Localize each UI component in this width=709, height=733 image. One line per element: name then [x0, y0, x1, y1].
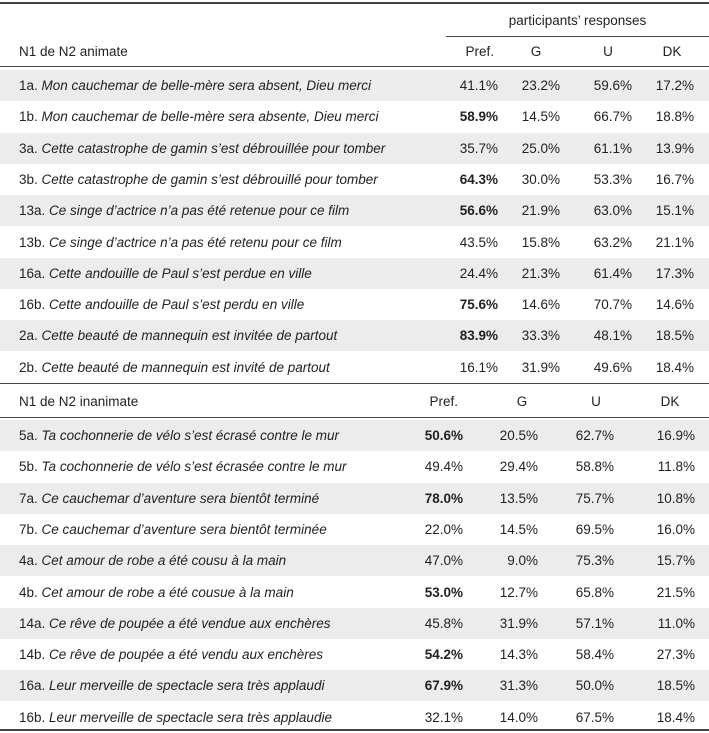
col-pref: Pref. — [465, 43, 494, 59]
cell-dk: 16.7% — [655, 171, 694, 187]
item-id: 2b. — [19, 359, 38, 375]
s2-col-g: G — [516, 393, 528, 409]
example-sentence: Mon cauchemar de belle-mère sera absent, Dieu merci — [41, 78, 371, 93]
cell-u: 63.2% — [593, 234, 632, 250]
cell-pref: 50.6% — [424, 428, 463, 443]
cell-u: 61.4% — [593, 265, 632, 281]
cell-pref: 47.0% — [424, 553, 463, 569]
example-sentence: Ce rêve de poupée a été vendu aux enchères — [49, 647, 323, 663]
row-label — [19, 289, 304, 320]
cell-dk: 13.9% — [655, 140, 694, 156]
s2-col-u: U — [591, 393, 601, 409]
cell-u: 48.1% — [593, 328, 632, 344]
row-label — [19, 70, 371, 101]
example-sentence: Leur merveille de spectacle sera très applaudie — [49, 709, 332, 725]
cell-u: 67.5% — [575, 709, 614, 725]
item-id: 3a. — [19, 140, 38, 156]
cell-g: 33.3% — [521, 328, 560, 344]
cell-pref: 49.4% — [424, 459, 463, 475]
example-sentence: Leur merveille de spectacle sera très applaudi — [49, 678, 325, 694]
table-row — [0, 101, 709, 132]
item-id: 7a. — [19, 490, 38, 506]
example-sentence: Ce rêve de poupée a été vendue aux enchères — [49, 615, 331, 631]
cell-u: 75.7% — [575, 490, 614, 506]
section1-title: N1 de N2 animate — [19, 43, 128, 59]
cell-u: 65.8% — [575, 584, 614, 600]
header-rule — [0, 66, 709, 67]
cell-pref: 22.0% — [424, 521, 463, 537]
item-id: 16b. — [19, 297, 46, 313]
cell-dk: 15.7% — [656, 553, 695, 569]
section2-rule-top — [0, 383, 709, 384]
item-id: 16b. — [19, 709, 46, 725]
cell-g: 14.5% — [499, 521, 538, 537]
cell-g: 13.5% — [499, 490, 538, 506]
example-sentence: Cette catastrophe de gamin s’est débrouillé pour tomber — [41, 171, 378, 187]
table-row — [0, 514, 709, 545]
cell-pref: 56.6% — [459, 203, 498, 219]
table-row — [0, 670, 709, 701]
s2-col-pref: Pref. — [429, 393, 458, 409]
cell-pref: 35.7% — [459, 140, 498, 156]
cell-u: 61.1% — [593, 140, 632, 156]
example-sentence: Ce singe d’actrice n’a pas été retenue pour ce film — [49, 203, 350, 219]
cell-pref: 16.1% — [459, 359, 498, 375]
cell-dk: 18.8% — [655, 109, 694, 125]
row-label — [19, 227, 342, 258]
cell-g: 31.3% — [499, 678, 538, 694]
cell-u: 70.7% — [593, 297, 632, 313]
cell-dk: 18.4% — [655, 359, 694, 375]
cell-u: 63.0% — [593, 203, 632, 219]
table-row — [0, 195, 709, 226]
cell-pref: 24.4% — [459, 265, 498, 281]
table-row — [0, 258, 709, 289]
cell-g: 25.0% — [521, 140, 560, 156]
example-sentence: Cet amour de robe a été cousue à la main — [41, 584, 294, 600]
row-label — [19, 451, 346, 482]
cell-g: 31.9% — [521, 359, 560, 375]
cell-u: 66.7% — [593, 109, 632, 125]
cell-pref: 53.0% — [424, 584, 463, 600]
item-id: 16a. — [19, 678, 46, 694]
cell-u: 53.3% — [593, 171, 632, 187]
cell-g: 12.7% — [499, 584, 538, 600]
table-row — [0, 608, 709, 639]
table-row — [0, 420, 709, 451]
cell-u: 50.0% — [575, 678, 614, 694]
example-sentence: Cette andouille de Paul s’est perdue en ville — [49, 265, 312, 281]
table-row — [0, 320, 709, 351]
cell-dk: 21.1% — [655, 234, 694, 250]
cell-g: 31.9% — [499, 615, 538, 631]
row-label — [19, 608, 331, 639]
row-label — [19, 133, 385, 164]
cell-g: 21.3% — [521, 265, 560, 281]
cell-g: 9.0% — [507, 553, 538, 569]
table-row — [0, 483, 709, 514]
item-id: 16a. — [19, 265, 46, 281]
s2-col-dk: DK — [660, 393, 680, 409]
cell-g: 14.5% — [521, 109, 560, 125]
example-sentence: Cette beauté de mannequin est invité de partout — [41, 359, 330, 375]
example-sentence: Ce singe d’actrice n’a pas été retenu pour ce film — [49, 234, 342, 250]
table-row — [0, 545, 709, 576]
col-u: U — [603, 43, 613, 59]
row-label — [19, 258, 312, 289]
item-id: 5a. — [19, 428, 38, 443]
cell-u: 49.6% — [593, 359, 632, 375]
col-dk: DK — [662, 43, 682, 59]
section2-header-row — [0, 385, 709, 417]
row-label — [19, 483, 319, 514]
item-id: 13a. — [19, 203, 46, 219]
header-row — [0, 36, 709, 66]
row-label — [19, 320, 337, 351]
table-row — [0, 352, 709, 383]
cell-pref: 43.5% — [459, 234, 498, 250]
cell-dk: 16.9% — [656, 428, 695, 443]
cell-g: 14.6% — [521, 297, 560, 313]
row-label — [19, 195, 349, 226]
cell-pref: 58.9% — [459, 109, 498, 125]
item-id: 13b. — [19, 234, 46, 250]
col-g: G — [530, 43, 542, 59]
cell-g: 30.0% — [521, 171, 560, 187]
cell-pref: 75.6% — [459, 297, 498, 313]
row-label — [19, 514, 327, 545]
cell-pref: 45.8% — [424, 615, 463, 631]
cell-pref: 78.0% — [424, 490, 463, 506]
cell-dk: 21.5% — [656, 584, 695, 600]
cell-g: 29.4% — [499, 459, 538, 475]
cell-dk: 18.5% — [655, 328, 694, 344]
item-id: 4a. — [19, 553, 38, 569]
table-row — [0, 451, 709, 482]
cell-g: 21.9% — [521, 203, 560, 219]
cell-dk: 16.0% — [656, 521, 695, 537]
cell-u: 58.8% — [575, 459, 614, 475]
row-label — [19, 352, 330, 383]
cell-dk: 27.3% — [656, 647, 695, 663]
cell-g: 20.5% — [499, 428, 538, 443]
table-row — [0, 70, 709, 101]
item-id: 14b. — [19, 647, 46, 663]
cell-u: 62.7% — [575, 428, 614, 443]
item-id: 3b. — [19, 171, 38, 187]
item-id: 4b. — [19, 584, 38, 600]
example-sentence: Mon cauchemar de belle-mère sera absente, Dieu merci — [41, 109, 379, 125]
table-row — [0, 577, 709, 608]
row-label — [19, 420, 339, 451]
cell-pref: 54.2% — [424, 647, 463, 663]
cell-u: 75.3% — [575, 553, 614, 569]
example-sentence: Cet amour de robe a été cousu à la main — [41, 553, 287, 569]
example-sentence: Ce cauchemar d’aventure sera bientôt terminé — [41, 490, 320, 506]
item-id: 7b. — [19, 521, 38, 537]
cell-u: 57.1% — [575, 615, 614, 631]
cell-g: 14.3% — [499, 647, 538, 663]
item-id: 5b. — [19, 459, 38, 475]
cell-g: 14.0% — [499, 709, 538, 725]
cell-dk: 14.6% — [655, 297, 694, 313]
row-label — [19, 670, 324, 701]
table-row — [0, 164, 709, 195]
cell-dk: 17.3% — [655, 265, 694, 281]
row-label — [19, 164, 378, 195]
item-id: 1b. — [19, 109, 38, 125]
cell-pref: 32.1% — [424, 709, 463, 725]
row-label — [19, 101, 378, 132]
cell-g: 23.2% — [521, 78, 560, 93]
cell-g: 15.8% — [521, 234, 560, 250]
row-label — [19, 545, 286, 576]
table-row — [0, 227, 709, 258]
cell-dk: 18.5% — [656, 678, 695, 694]
bottom-rule — [0, 729, 709, 731]
cell-u: 58.4% — [575, 647, 614, 663]
section2-title: N1 de N2 inanimate — [19, 393, 139, 409]
cell-dk: 11.0% — [657, 615, 695, 631]
example-sentence: Ta cochonnerie de vélo s’est écrasée contre le mur — [41, 459, 347, 475]
example-sentence: Ta cochonnerie de vélo s’est écrasé contre le mur — [41, 428, 339, 443]
section2-rule — [0, 417, 709, 418]
cell-dk: 11.8% — [657, 459, 695, 475]
cell-pref: 64.3% — [459, 171, 498, 187]
cell-u: 59.6% — [593, 78, 632, 93]
cell-pref: 67.9% — [424, 678, 463, 694]
cell-pref: 41.1% — [459, 78, 498, 93]
example-sentence: Cette catastrophe de gamin s’est débrouillée pour tomber — [41, 140, 386, 156]
table-row — [0, 133, 709, 164]
group-header: participants’ responses — [508, 12, 647, 28]
item-id: 1a. — [19, 78, 38, 93]
cell-pref: 83.9% — [459, 328, 498, 344]
example-sentence: Cette beauté de mannequin est invitée de partout — [41, 328, 338, 344]
row-label — [19, 577, 294, 608]
table-row — [0, 289, 709, 320]
cell-dk: 10.8% — [656, 490, 695, 506]
example-sentence: Cette andouille de Paul s’est perdu en ville — [49, 297, 305, 313]
example-sentence: Ce cauchemar d’aventure sera bientôt terminée — [41, 521, 327, 537]
cell-u: 69.5% — [575, 521, 614, 537]
cell-dk: 15.1% — [655, 203, 694, 219]
cell-dk: 17.2% — [655, 78, 694, 93]
row-label — [19, 639, 323, 670]
table-row — [0, 639, 709, 670]
cell-dk: 18.4% — [656, 709, 695, 725]
item-id: 2a. — [19, 328, 38, 344]
item-id: 14a. — [19, 615, 46, 631]
